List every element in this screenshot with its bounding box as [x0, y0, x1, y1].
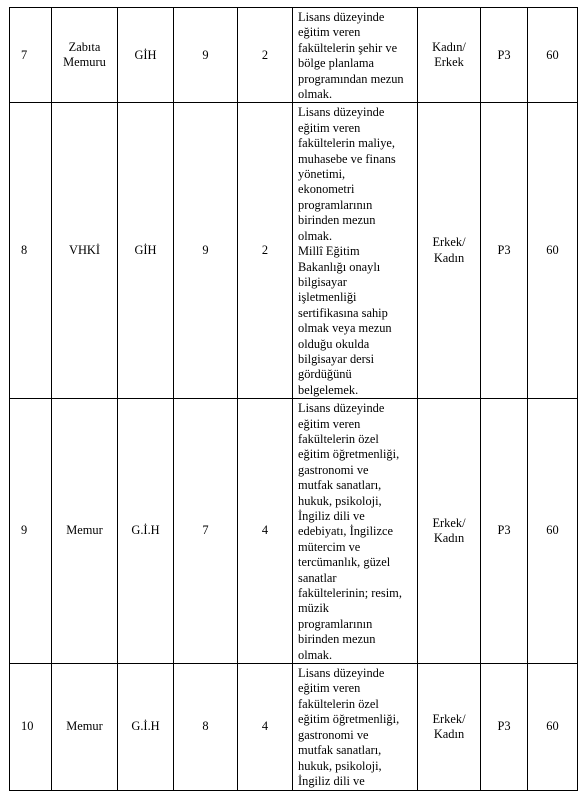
service-class: G.İ.H — [118, 399, 174, 664]
kpss-type: P3 — [481, 664, 528, 791]
service-class: GİH — [118, 103, 174, 399]
position-count: 2 — [238, 103, 293, 399]
position-count: 4 — [238, 664, 293, 791]
table-row — [10, 664, 578, 791]
requirements: Lisans düzeyinde eğitim veren fakültelerin özel eğitim öğretmenliği, gastronomi ve mutfak sanatları, hukuk, psikoloji, İngiliz dili ve — [293, 664, 418, 791]
requirements: Lisans düzeyinde eğitim veren fakültelerin maliye, muhasebe ve finans yönetimi, ekonometri programlarının birinden mezun olmak. Millî Eğitim Bakanlığı onaylı bilgisayar işletmenliği sertifikasına sahip olmak veya mezun olduğu okulda bilgisayar dersi gördüğünü belgelemek. — [293, 103, 418, 399]
position-title: VHKİ — [52, 103, 118, 399]
row-number: 10 — [10, 664, 52, 791]
kpss-type: P3 — [481, 103, 528, 399]
minimum-score: 60 — [528, 664, 578, 791]
position-title: Memur — [52, 664, 118, 791]
table-row — [10, 399, 578, 664]
degree: 9 — [174, 103, 238, 399]
degree: 9 — [174, 8, 238, 103]
gender: Erkek/ Kadın — [418, 399, 481, 664]
gender: Kadın/ Erkek — [418, 8, 481, 103]
requirements: Lisans düzeyinde eğitim veren fakültelerin özel eğitim öğretmenliği, gastronomi ve mutfak sanatları, hukuk, psikoloji, İngiliz dili ve edebiyatı, İngilizce mütercim ve tercümanlık, güzel sanatlar fakültelerinin; resim, müzik programlarının birinden mezun olmak. — [293, 399, 418, 664]
row-number: 7 — [10, 8, 52, 103]
row-number: 9 — [10, 399, 52, 664]
minimum-score: 60 — [528, 399, 578, 664]
service-class: GİH — [118, 8, 174, 103]
position-title: Zabıta Memuru — [52, 8, 118, 103]
gender: Erkek/ Kadın — [418, 664, 481, 791]
table-row — [10, 103, 578, 399]
row-number: 8 — [10, 103, 52, 399]
service-class: G.İ.H — [118, 664, 174, 791]
kpss-type: P3 — [481, 399, 528, 664]
degree: 7 — [174, 399, 238, 664]
minimum-score: 60 — [528, 103, 578, 399]
gender: Erkek/ Kadın — [418, 103, 481, 399]
table-row — [10, 8, 578, 103]
requirements: Lisans düzeyinde eğitim veren fakültelerin şehir ve bölge planlama programından mezun olmak. — [293, 8, 418, 103]
job-positions-table — [9, 7, 578, 791]
position-count: 4 — [238, 399, 293, 664]
kpss-type: P3 — [481, 8, 528, 103]
position-count: 2 — [238, 8, 293, 103]
minimum-score: 60 — [528, 8, 578, 103]
degree: 8 — [174, 664, 238, 791]
position-title: Memur — [52, 399, 118, 664]
